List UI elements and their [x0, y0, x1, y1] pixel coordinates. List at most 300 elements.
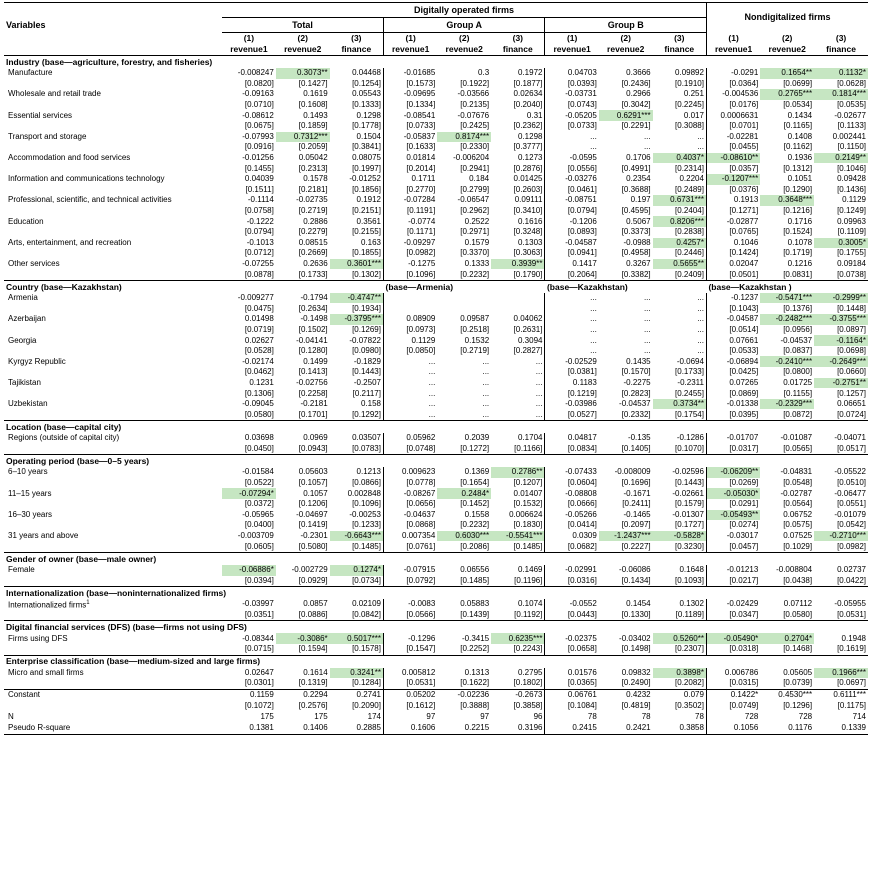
std-error-cell: ... — [545, 346, 599, 357]
value-cell: -0.02991 — [545, 565, 599, 576]
variables-header — [4, 3, 222, 18]
coefficient-row — [4, 153, 868, 164]
value-cell: 0.1216 — [787, 258, 813, 268]
std-error-cell: [0.1165] — [783, 121, 813, 131]
std-error-cell: [0.0956] — [783, 324, 813, 334]
value-cell: 0.3734** — [653, 399, 707, 410]
std-error-cell: [0.0878] — [244, 269, 274, 279]
value-cell: -0.04637 — [383, 510, 437, 521]
std-error-cell: [0.0531] — [383, 678, 437, 689]
value-cell: -0.004536 — [706, 89, 760, 100]
row-label: 11–15 years — [8, 488, 52, 498]
std-error-cell: [0.0734] — [352, 575, 381, 585]
value-cell: -0.5541*** — [491, 531, 545, 542]
value-cell: 0.1051 — [787, 174, 813, 184]
std-error-cell: [0.1859] — [298, 121, 328, 131]
std-error-cell: [0.2719] — [460, 346, 490, 356]
std-error-cell: [0.1733] — [675, 367, 704, 377]
std-error-cell: [0.2151] — [352, 206, 381, 216]
std-error-cell: [0.1219] — [545, 388, 599, 399]
std-error-cell: [0.0982] — [837, 541, 866, 551]
std-error-cell: [0.0831] — [783, 269, 813, 279]
std-error-cell: [0.0749] — [706, 700, 760, 711]
value-cell: ... — [643, 293, 651, 303]
std-error-cell: [0.0778] — [383, 478, 437, 489]
value-cell: -0.1275 — [383, 259, 437, 270]
std-error-cell: [0.0628] — [837, 78, 866, 88]
row-label: N — [8, 711, 14, 721]
value-cell: 0.1213 — [356, 467, 381, 477]
std-error-cell: [0.1468] — [783, 644, 813, 654]
value-cell: 0.09111 — [514, 195, 543, 205]
column-number: (2) — [297, 33, 308, 44]
std-error-cell: [0.2490] — [621, 678, 651, 688]
value-cell: -0.2311 — [677, 377, 704, 387]
std-error-cell: [0.2827] — [513, 346, 543, 356]
row-label-empty — [4, 79, 222, 90]
value-cell: ... — [697, 131, 704, 141]
std-error-cell: [0.1511] — [245, 184, 274, 194]
std-error-cell: [0.1072] — [244, 700, 274, 710]
coefficient-row — [4, 195, 868, 206]
std-error-cell: [0.1306] — [244, 388, 274, 398]
value-cell: -0.2710*** — [814, 531, 868, 542]
value-cell: 0.1606 — [383, 722, 437, 734]
coefficient-row — [4, 68, 868, 79]
std-error-cell: [0.2576] — [298, 700, 328, 710]
std-error-cell: ... — [535, 367, 543, 377]
section-subnote: (base—Armenia) — [383, 280, 544, 293]
value-cell: -0.1296 — [383, 633, 437, 644]
std-error-cell: ... — [697, 303, 704, 313]
value-cell: -0.2507 — [353, 377, 381, 387]
value-cell: 0.05883 — [460, 599, 490, 609]
std-error-cell: [0.0656] — [383, 499, 437, 510]
value-cell: -0.05837 — [383, 132, 437, 143]
value-cell: 0.3 — [478, 68, 490, 78]
value-cell: 0.1434 — [787, 110, 813, 120]
std-error-cell: [0.2603] — [513, 184, 543, 194]
std-error-cell: [0.2314] — [675, 163, 704, 173]
std-error-cell: [0.1443] — [675, 478, 704, 488]
value-cell: 728 — [798, 711, 813, 721]
std-error-row — [4, 163, 868, 174]
std-error-cell: [0.1485] — [513, 541, 543, 551]
coefficient-row — [4, 132, 868, 143]
std-error-cell: [0.0318] — [706, 644, 760, 655]
value-cell: -0.02677 — [834, 110, 866, 120]
value-cell: -0.06886* — [222, 565, 276, 576]
std-error-cell: [0.2014] — [383, 163, 437, 174]
row-label-empty — [4, 541, 222, 552]
std-error-cell: [0.1594] — [298, 644, 328, 654]
value-cell: 0.1274* — [330, 565, 384, 576]
value-cell: 0.2294 — [276, 689, 330, 700]
value-cell: 0.1711 — [383, 174, 437, 185]
value-cell: 0.1078 — [787, 237, 813, 247]
value-cell: 0.1704 — [518, 433, 543, 443]
std-error-cell: [0.2090] — [352, 700, 381, 710]
value-cell: 0.3648*** — [760, 195, 814, 206]
value-cell: -0.04141 — [296, 335, 328, 345]
row-label-empty — [4, 163, 222, 174]
value-cell: -0.03997 — [242, 599, 274, 609]
value-cell: -0.02735 — [296, 195, 328, 205]
value-cell: -0.1829 — [353, 356, 381, 366]
std-error-cell: [0.0739] — [783, 678, 813, 688]
std-error-cell: [0.1696] — [621, 478, 651, 488]
std-error-cell: [0.1578] — [352, 644, 381, 654]
value-cell: 0.5067 — [626, 216, 651, 226]
std-error-cell: [0.3888] — [460, 700, 490, 710]
std-error-cell: ... — [697, 142, 704, 152]
std-error-cell: [0.1498] — [621, 644, 651, 654]
row-label: Regions (outside of capital city) — [8, 433, 120, 443]
section-title: Industry (base—agriculture, forestry, and fisheries) — [4, 56, 868, 69]
value-cell: -0.02661 — [672, 488, 704, 498]
value-cell: 0.1654** — [760, 68, 814, 79]
std-error-cell: [0.1096] — [352, 499, 381, 509]
value-cell: ... — [643, 335, 651, 345]
coefficient-row — [4, 565, 868, 576]
std-error-cell: [0.3373] — [621, 227, 651, 237]
std-error-cell: [0.3370] — [460, 248, 490, 258]
stat-row — [4, 722, 868, 734]
std-error-row — [4, 388, 868, 399]
std-error-cell: [0.2291] — [621, 121, 651, 131]
std-error-cell: [0.2838] — [675, 227, 704, 237]
value-cell — [437, 293, 491, 304]
row-label-empty — [4, 100, 222, 111]
std-error-cell: [0.2404] — [675, 206, 704, 216]
coefficient-row — [4, 668, 868, 679]
section-title: Operating period (base—0–5 years) — [4, 455, 868, 468]
value-cell: 0.1966*** — [814, 668, 868, 679]
value-cell: 0.1579 — [464, 237, 490, 247]
row-label: Transport and storage — [8, 131, 87, 141]
value-cell: 0.1231 — [249, 377, 274, 387]
value-cell — [383, 293, 437, 304]
value-cell: 0.158 — [360, 399, 381, 409]
value-cell: -0.02429 — [706, 599, 760, 610]
std-error-cell: [0.0316] — [545, 576, 599, 587]
value-cell: 0.1129 — [383, 335, 437, 346]
row-label: Firms using DFS — [8, 633, 68, 643]
value-cell: 0.01407 — [513, 488, 543, 498]
std-error-cell: [0.1207] — [513, 478, 543, 488]
value-cell: 96 — [533, 711, 543, 721]
value-cell: 0.01576 — [545, 668, 599, 679]
std-error-cell: [0.0604] — [545, 478, 599, 489]
value-cell: -0.04587 — [706, 314, 760, 325]
std-error-cell: [0.0422] — [837, 575, 866, 585]
std-error-cell: [0.0414] — [545, 520, 599, 531]
std-error-cell: ... — [482, 409, 490, 419]
row-label-empty — [4, 206, 222, 217]
coefficient-row — [4, 531, 868, 542]
value-cell: -0.0988 — [623, 237, 651, 247]
std-error-cell: [0.1434] — [621, 575, 651, 585]
std-error-cell: [0.0534] — [783, 100, 813, 110]
std-error-cell: [0.0531] — [837, 610, 866, 620]
value-cell: -0.1794 — [300, 293, 328, 303]
std-error-cell: [0.0381] — [545, 367, 599, 378]
value-cell: -0.1164* — [814, 335, 868, 346]
value-cell: 0.1313 — [464, 667, 490, 677]
coefficient-row — [4, 335, 868, 346]
section-title: Digital financial services (DFS) (base—firms not using DFS) — [4, 621, 868, 634]
std-error-cell: [0.0351] — [244, 610, 274, 620]
std-error-row — [4, 121, 868, 132]
std-error-cell — [383, 303, 437, 314]
std-error-cell: [0.0792] — [383, 576, 437, 587]
std-error-cell: [0.1216] — [783, 206, 813, 216]
value-cell: 0.197 — [630, 195, 651, 205]
std-error-cell: [0.0551] — [837, 499, 866, 509]
value-cell: -0.04831 — [780, 467, 813, 477]
std-error-cell: ... — [482, 367, 490, 377]
std-error-cell: [0.2770] — [383, 185, 437, 196]
value-cell: 0.05603 — [298, 467, 328, 477]
value-cell: 0.1417 — [545, 259, 599, 270]
value-cell: -0.0083 — [383, 599, 437, 610]
value-cell: 0.3073** — [276, 68, 330, 79]
std-error-cell: [0.2135] — [460, 100, 490, 110]
value-cell: 0.3267 — [626, 258, 651, 268]
value-cell: 0.09587 — [460, 314, 490, 324]
row-label: Other services — [8, 258, 60, 268]
value-cell: 0.08515 — [298, 237, 328, 247]
value-cell: 0.3666 — [626, 68, 651, 78]
table-body — [4, 56, 868, 735]
row-label-empty — [4, 303, 222, 314]
std-error-cell: [0.1619] — [837, 644, 866, 654]
value-cell: 0.6111*** — [814, 689, 868, 700]
row-label: Arts, entertainment, and recreation — [8, 237, 132, 247]
std-error-cell: [0.1997] — [352, 163, 381, 173]
std-error-cell: [0.2181] — [298, 184, 328, 194]
value-cell: ... — [535, 399, 543, 409]
value-cell: 0.1936 — [787, 153, 813, 163]
std-error-cell: [0.2258] — [298, 388, 328, 398]
std-error-cell: ... — [545, 303, 599, 314]
value-cell: -0.06209** — [706, 467, 760, 478]
value-cell: -0.04071 — [834, 433, 866, 443]
column-name-row — [4, 44, 868, 56]
coefficient-row — [4, 633, 868, 644]
row-label-empty — [4, 409, 222, 420]
value-cell: ... — [697, 335, 704, 345]
column-name: revenue1 — [545, 44, 599, 56]
std-error-cell: [0.0872] — [783, 409, 813, 419]
std-error-row — [4, 303, 868, 314]
value-cell: 0.1948 — [841, 633, 866, 643]
footnote-marker: 1 — [86, 599, 90, 606]
std-error-cell: ... — [697, 346, 704, 356]
group-b-subheader: Group B — [545, 18, 706, 33]
std-error-cell: [0.0535] — [837, 100, 866, 110]
std-error-row — [4, 541, 868, 552]
std-error-cell: [0.0980] — [352, 346, 381, 356]
value-cell: -0.03276 — [545, 174, 599, 185]
value-cell: 0.009623 — [383, 467, 437, 478]
value-cell: 0.02109 — [352, 599, 381, 609]
value-cell: 0.07525 — [783, 531, 813, 541]
value-cell: 0.3601*** — [330, 259, 384, 270]
std-error-cell: [0.0850] — [383, 346, 437, 357]
value-cell: 0.4037* — [653, 153, 707, 164]
value-cell: 0.006624 — [509, 509, 543, 519]
section-header — [4, 421, 868, 434]
std-error-cell: [0.0364] — [706, 79, 760, 90]
std-error-cell: [0.2455] — [675, 388, 704, 398]
column-number: (2) — [459, 33, 470, 44]
value-cell: -0.07284 — [383, 195, 437, 206]
value-cell: -0.02596 — [672, 467, 704, 477]
value-cell: 0.5260** — [653, 633, 707, 644]
std-error-cell: [0.1029] — [783, 541, 813, 551]
value-cell: -0.0774 — [383, 216, 437, 227]
value-cell: 0.002848 — [347, 488, 381, 498]
std-error-cell: [0.0800] — [783, 367, 813, 377]
value-cell: 0.4257* — [653, 238, 707, 249]
value-cell: 0.02647 — [244, 667, 274, 677]
std-error-cell: ... — [482, 388, 490, 398]
std-error-cell: [0.1191] — [383, 206, 437, 217]
value-cell: -0.05030* — [706, 488, 760, 499]
std-error-cell: [0.1424] — [706, 248, 760, 259]
std-error-row — [4, 678, 868, 689]
value-cell: 0.02634 — [513, 89, 543, 99]
value-cell: -0.05490* — [706, 633, 760, 644]
std-error-cell: [0.1436] — [837, 184, 866, 194]
value-cell: -0.2181 — [300, 399, 328, 409]
column-name: finance — [330, 44, 384, 56]
value-cell: 0.02627 — [244, 335, 274, 345]
column-name: revenue2 — [760, 44, 814, 56]
value-cell: -0.1237 — [706, 293, 760, 304]
std-error-cell: [0.1612] — [383, 700, 437, 711]
std-error-cell: [0.2232] — [460, 269, 490, 279]
value-cell: 0.1273 — [518, 153, 543, 163]
row-label: Uzbekistan — [8, 399, 48, 409]
std-error-cell: ... — [383, 367, 437, 378]
std-error-cell: [0.2330] — [460, 142, 490, 152]
value-cell: 0.1913 — [706, 195, 760, 206]
section-title: Internationalization (base—noninternationalized firms) — [4, 587, 868, 600]
std-error-cell: ... — [643, 324, 651, 334]
nondigital-group-header: Nondigitalized firms — [706, 3, 868, 33]
std-error-cell: ... — [697, 324, 704, 334]
value-cell: -0.1465 — [623, 509, 651, 519]
section-subnote: (base—Kazakhstan ) — [706, 280, 868, 293]
value-cell: ... — [697, 314, 704, 324]
value-cell: ... — [545, 293, 599, 304]
std-error-cell: ... — [643, 346, 651, 356]
row-label-empty — [4, 227, 222, 238]
std-error-cell: [0.1419] — [298, 520, 328, 530]
std-error-row — [4, 206, 868, 217]
value-cell: -0.04697 — [296, 509, 328, 519]
value-cell: -0.08267 — [383, 488, 437, 499]
std-error-cell: [0.1570] — [621, 367, 651, 377]
section-spacer — [222, 280, 383, 293]
value-cell: 0.0969 — [303, 433, 328, 443]
std-error-cell: [0.1485] — [352, 541, 381, 551]
std-error-cell: [0.0425] — [706, 367, 760, 378]
value-cell: 0.007354 — [383, 531, 437, 542]
std-error-cell: [0.0738] — [837, 269, 866, 279]
std-error-cell: [0.0450] — [244, 443, 274, 453]
value-cell: 0.07265 — [706, 378, 760, 389]
std-error-cell: [0.1150] — [837, 142, 866, 152]
value-cell: 0.2704* — [760, 633, 814, 644]
value-cell: 0.1558 — [464, 509, 490, 519]
column-number: (3) — [512, 33, 523, 44]
std-error-cell: [0.1334] — [383, 100, 437, 111]
row-label-empty — [4, 444, 222, 455]
row-label: Tajikistan — [8, 377, 41, 387]
value-cell: -0.0694 — [676, 356, 704, 366]
value-cell: -0.06547 — [457, 195, 490, 205]
std-error-cell: [0.0834] — [545, 444, 599, 455]
value-cell: 0.1339 — [814, 722, 868, 734]
std-error-cell: [0.0868] — [383, 520, 437, 531]
std-error-cell: [0.0842] — [352, 610, 381, 620]
std-error-cell: [0.1155] — [783, 388, 813, 398]
value-cell: 0.06556 — [460, 565, 490, 575]
value-cell: -0.07255 — [242, 258, 274, 268]
value-cell: 0.06651 — [837, 399, 866, 409]
column-name: revenue2 — [276, 44, 330, 56]
value-cell: 0.4530*** — [760, 689, 814, 700]
std-error-cell: [0.0666] — [545, 499, 599, 510]
std-error-cell: [0.2518] — [460, 324, 490, 334]
std-error-cell: [0.0510] — [837, 478, 866, 488]
std-error-cell: [0.0365] — [545, 678, 599, 689]
std-error-cell: [0.2097] — [621, 520, 651, 530]
value-cell: -0.01307 — [672, 509, 704, 519]
coefficient-row — [4, 689, 868, 700]
value-cell: 0.1716 — [787, 216, 813, 226]
value-cell: -0.06894 — [706, 356, 760, 367]
value-cell: 0.05042 — [298, 153, 328, 163]
value-cell: -0.01707 — [706, 433, 760, 444]
std-error-cell: [0.0893] — [545, 227, 599, 238]
std-error-cell: [0.0291] — [706, 499, 760, 510]
value-cell: -0.04537 — [619, 399, 651, 409]
std-error-row — [4, 185, 868, 196]
stat-row — [4, 711, 868, 723]
value-cell: -0.02529 — [545, 356, 599, 367]
std-error-cell: [0.0517] — [837, 443, 866, 453]
value-cell: 0.1132* — [814, 68, 868, 79]
std-error-row — [4, 576, 868, 587]
std-error-cell: [0.0455] — [706, 142, 760, 153]
regression-table — [4, 2, 868, 735]
value-cell: -0.008009 — [614, 467, 651, 477]
row-label: Manufacture — [8, 68, 53, 78]
std-error-cell: [0.1485] — [460, 575, 490, 585]
std-error-cell: [0.0820] — [244, 78, 274, 88]
coefficient-row — [4, 378, 868, 389]
row-label-empty — [4, 644, 222, 655]
std-error-cell: [0.0982] — [383, 248, 437, 259]
section-header — [4, 552, 868, 565]
std-error-cell: [0.1254] — [352, 78, 381, 88]
coefficient-row — [4, 433, 868, 444]
value-cell: -0.1206 — [545, 216, 599, 227]
